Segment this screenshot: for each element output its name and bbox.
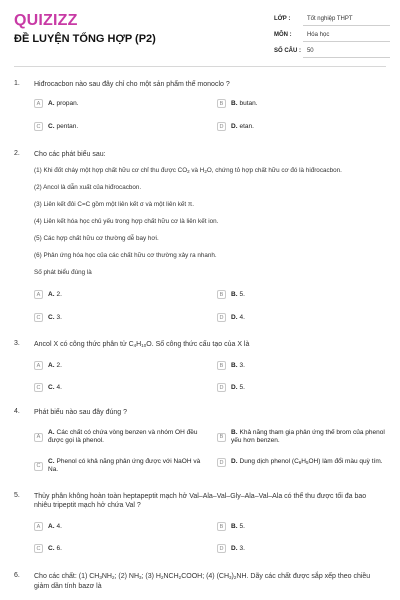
question-text: Thủy phân không hoàn toàn heptapeptit mạch hở Val–Ala–Val–Gly–Ala–Val–Ala có thể thu được tối đa bao nhiêu tripeptit mạch hở chứa Val ? xyxy=(34,493,367,509)
option-text: butan. xyxy=(239,99,258,107)
option-text: 5. xyxy=(239,522,245,530)
option-box: D xyxy=(217,383,226,392)
option-c[interactable] xyxy=(34,544,62,553)
option-text: Khả năng tham gia phản ứng thế brom của phenol yếu hơn benzen. xyxy=(231,429,385,444)
option-text: Phenol có khả năng phản ứng được với NaOH và Na. xyxy=(48,458,201,473)
option-d[interactable] xyxy=(217,458,385,467)
option-box: D xyxy=(217,313,226,322)
option-text: pentan. xyxy=(56,122,79,130)
question-text: Cho các phát biểu sau: xyxy=(34,151,106,158)
option-box: A xyxy=(34,522,43,531)
statement-5: (5) Các hợp chất hữu cơ thường dễ bay hơi. xyxy=(34,235,159,242)
question-text: Ancol X có công thức phân tử $C_4H_{10}O$. Số công thức cấu tạo của X là xyxy=(34,341,250,348)
option-text: 2. xyxy=(56,361,62,369)
question-text: Phát biểu nào sau đây đúng ? xyxy=(34,409,128,416)
option-text: 3. xyxy=(239,544,245,552)
meta-label: MÔN : xyxy=(274,32,292,38)
option-key: D. xyxy=(231,458,238,465)
option-text: 5. xyxy=(239,290,245,298)
meta-value: 50 xyxy=(303,46,390,58)
option-key: A. xyxy=(48,361,55,369)
page-title: ĐỀ LUYỆN TỔNG HỢP (P2) xyxy=(14,33,156,45)
option-key: B. xyxy=(231,99,238,107)
option-b[interactable] xyxy=(217,429,385,445)
option-text: etan. xyxy=(239,122,254,130)
option-text: 3. xyxy=(56,313,62,321)
option-box: C xyxy=(34,544,43,553)
option-key: C. xyxy=(48,544,55,552)
question-4 xyxy=(14,408,386,486)
option-key: C. xyxy=(48,313,55,321)
meta-row-class xyxy=(274,14,390,27)
option-box: D xyxy=(217,544,226,553)
option-box: D xyxy=(217,458,226,467)
meta-label: LỚP : xyxy=(274,16,291,22)
option-box: B xyxy=(217,433,226,442)
option-key: D. xyxy=(231,313,238,321)
question-number: 4. xyxy=(14,408,20,415)
option-text: Dung dịch phenol $(C_6H_5OH)$ làm đổi màu quỳ tím. xyxy=(239,458,383,465)
question-number: 2. xyxy=(14,150,20,157)
option-text: 5. xyxy=(239,383,245,391)
option-box: C xyxy=(34,313,43,322)
option-c[interactable] xyxy=(34,313,62,322)
option-box: B xyxy=(217,361,226,370)
option-a[interactable] xyxy=(34,99,79,108)
option-box: A xyxy=(34,361,43,370)
option-box: B xyxy=(217,99,226,108)
option-d[interactable] xyxy=(217,313,245,322)
option-key: B. xyxy=(231,361,238,369)
option-d[interactable] xyxy=(217,122,254,131)
option-key: D. xyxy=(231,122,238,130)
option-d[interactable] xyxy=(217,544,245,553)
meta-row-subject xyxy=(274,30,390,43)
statement-1: (1) Khi đốt cháy một hợp chất hữu cơ chỉ thu được $CO_2$ và $H_2O$, chứng tỏ hợp chất hữu cơ đó là hiđrocacbon. xyxy=(34,167,342,174)
option-key: D. xyxy=(231,544,238,552)
statement-2: (2) Ancol là dẫn xuất của hiđrocacbon. xyxy=(34,184,142,191)
option-box: C xyxy=(34,122,43,131)
header-meta xyxy=(274,14,390,62)
option-box: A xyxy=(34,290,43,299)
option-box: B xyxy=(217,522,226,531)
option-key: A. xyxy=(48,290,55,298)
option-box: B xyxy=(217,290,226,299)
statement-6: (6) Phản ứng hóa học của các chất hữu cơ thường xảy ra nhanh. xyxy=(34,252,217,259)
question-number: 1. xyxy=(14,80,20,87)
option-text: Các chất có chứa vòng benzen và nhóm OH đều được gọi là phenol. xyxy=(48,429,198,444)
option-text: 4. xyxy=(239,313,245,321)
header-divider xyxy=(14,66,386,67)
option-text: 4. xyxy=(56,522,62,530)
option-key: D. xyxy=(231,383,238,391)
option-a[interactable] xyxy=(34,290,62,299)
option-b[interactable] xyxy=(217,361,245,370)
question-prompt: Số phát biểu đúng là xyxy=(34,269,92,276)
option-text: 4. xyxy=(56,383,62,391)
option-c[interactable] xyxy=(34,383,62,392)
option-c[interactable] xyxy=(34,458,212,474)
option-key: B. xyxy=(231,522,238,530)
option-key: A. xyxy=(48,99,55,107)
option-key: C. xyxy=(48,458,55,465)
option-box: A xyxy=(34,433,43,442)
option-d[interactable] xyxy=(217,383,245,392)
option-box: C xyxy=(34,462,43,471)
quizizz-logo: QUIZIZZ xyxy=(14,12,78,29)
option-text: 2. xyxy=(56,290,62,298)
option-a[interactable] xyxy=(34,361,62,370)
question-1 xyxy=(14,80,386,140)
option-a[interactable] xyxy=(34,522,62,531)
option-key: A. xyxy=(48,429,55,436)
meta-row-count xyxy=(274,46,390,59)
option-key: C. xyxy=(48,122,55,130)
option-b[interactable] xyxy=(217,290,245,299)
option-a[interactable] xyxy=(34,429,212,445)
option-key: B. xyxy=(231,429,238,436)
option-text: 3. xyxy=(239,361,245,369)
question-2 xyxy=(14,150,386,330)
option-box: A xyxy=(34,99,43,108)
option-c[interactable] xyxy=(34,122,78,131)
question-5 xyxy=(14,492,386,558)
question-3 xyxy=(14,340,386,400)
option-key: B. xyxy=(231,290,238,298)
meta-label: SỐ CÂU : xyxy=(274,48,301,54)
option-key: C. xyxy=(48,383,55,391)
question-number: 6. xyxy=(14,572,20,579)
question-number: 3. xyxy=(14,340,20,347)
option-b[interactable] xyxy=(217,522,245,531)
question-text: Cho các chất: (1) $CH_3NH_2$; (2) $NH_3$; (3) $H_2NCH_2COOH$; (4) $(CH_3)_2NH$. Dãy các chất được sắp xếp theo chiều giảm dần tính bazơ là xyxy=(34,573,371,590)
option-text: propan. xyxy=(56,99,79,107)
option-box: C xyxy=(34,383,43,392)
option-text: 6. xyxy=(56,544,62,552)
meta-value: Hóa học xyxy=(303,30,390,42)
option-b[interactable] xyxy=(217,99,258,108)
statement-3: (3) Liên kết đôi C=C gồm một liên kết σ và một liên kết π. xyxy=(34,201,194,208)
question-6 xyxy=(14,572,386,596)
question-text: Hiđrocacbon nào sau đây chỉ cho một sản phẩm thế monoclo ? xyxy=(34,81,230,88)
option-box: D xyxy=(217,122,226,131)
meta-value: Tốt nghiệp THPT xyxy=(303,14,390,26)
option-key: A. xyxy=(48,522,55,530)
question-number: 5. xyxy=(14,492,20,499)
statement-4: (4) Liên kết hóa học chủ yếu trong hợp chất hữu cơ là liên kết ion. xyxy=(34,218,219,225)
